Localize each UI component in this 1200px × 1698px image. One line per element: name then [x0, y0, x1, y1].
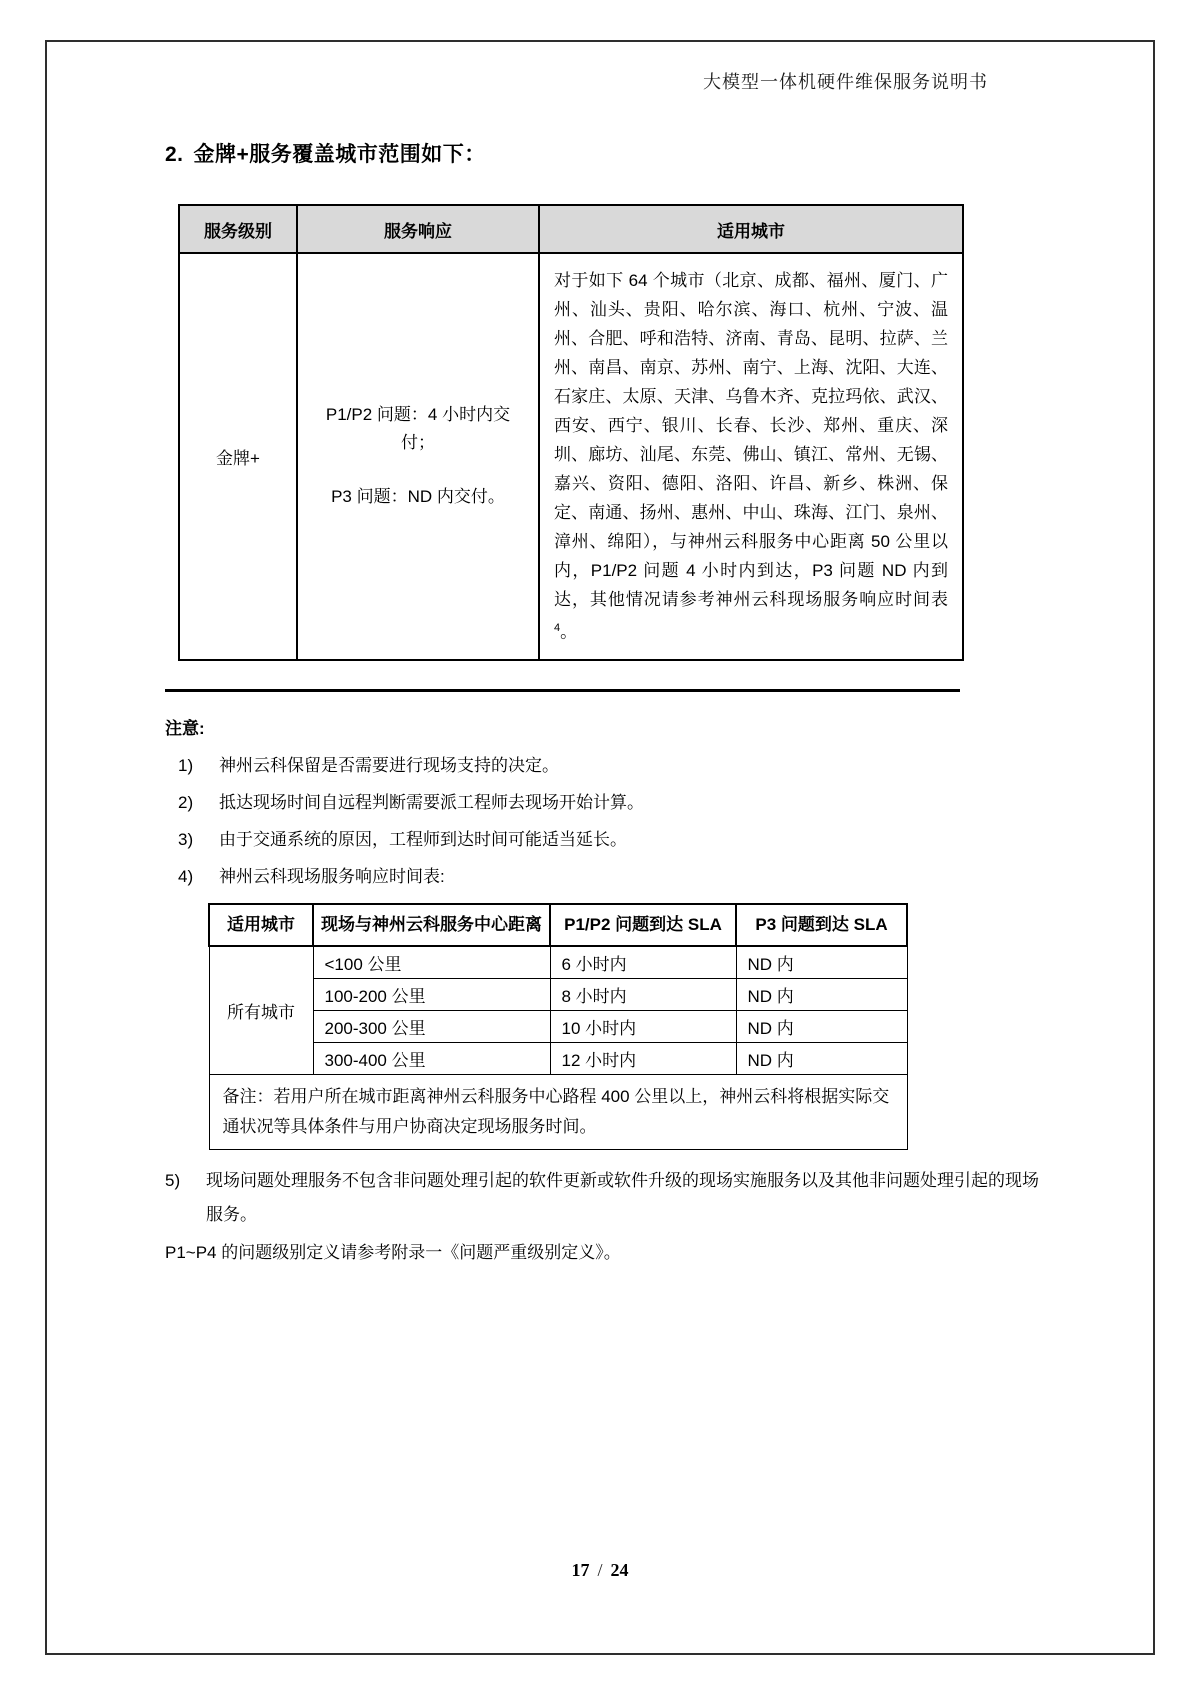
cell-applicable-cities	[539, 253, 963, 660]
cell-p3-sla: ND 内	[736, 1042, 907, 1074]
note-number: 2)	[178, 792, 194, 812]
cell-p1p2-sla: 12 小时内	[550, 1042, 736, 1074]
list-item	[178, 792, 1040, 814]
response-time-table	[208, 903, 908, 1150]
note-text: 现场问题处理服务不包含非问题处理引起的软件更新或软件升级的现场实施服务以及其他非问题处理引起的现场服务。	[206, 1170, 1039, 1224]
header-service-response: 服务响应	[297, 205, 539, 253]
table-row	[209, 1042, 907, 1074]
header-p1p2-sla: P1/P2 问题到达 SLA	[550, 904, 736, 946]
cell-p1p2-sla: 6 小时内	[550, 946, 736, 979]
cell-distance: <100 公里	[313, 946, 550, 979]
list-item	[178, 866, 1040, 888]
note-text: 由于交通系统的原因，工程师到达时间可能适当延长。	[219, 829, 627, 849]
header-distance: 现场与神州云科服务中心距离	[313, 904, 550, 946]
table-row	[209, 946, 907, 979]
cell-service-response	[297, 253, 539, 660]
header-applicable-cities: 适用城市	[539, 205, 963, 253]
page-number-footer	[0, 1560, 1200, 1581]
note-number: 1)	[178, 755, 194, 775]
section-divider-rule	[165, 689, 960, 692]
cell-remark: 备注：若用户所在城市距离神州云科服务中心路程 400 公里以上，神州云科将根据实际交通状况等具体条件与用户协商决定现场服务时间。	[209, 1074, 907, 1149]
response-p3: P3 问题：ND 内交付。	[331, 487, 505, 507]
footnote-reference: 4	[554, 622, 561, 634]
list-item	[178, 829, 1040, 851]
cell-p3-sla: ND 内	[736, 978, 907, 1010]
cell-distance: 300-400 公里	[313, 1042, 550, 1074]
response-p1p2: P1/P2 问题：4 小时内交付；	[325, 405, 511, 453]
list-item	[178, 755, 1040, 777]
note-number: 5)	[165, 1170, 181, 1190]
cities-text-end: 。	[560, 622, 578, 642]
cities-text: 对于如下 64 个城市（北京、成都、福州、厦门、广州、汕头、贵阳、哈尔滨、海口、杭州、宁波、温州、合肥、呼和浩特、济南、青岛、昆明、拉萨、兰州、南昌、南京、苏州、南宁、上海、沈阳、大连、石家庄、太原、天津、乌鲁木齐、克拉玛依、武汉、西安、西宁、银川、长春、长沙、郑州、重庆、深圳、廊坊、汕尾、东莞、佛山、镇江、常州、无锡、嘉兴、资阳、德阳、洛阳、许昌、新乡、株洲、保定、南通、扬州、惠州、中山、珠海、江门、泉州、漳州、绵阳），与神州云科服务中心距离 50 公里以内，P1/P2 问题 4 小时内到达，P3 问题 ND 内到达，其他情况请参考神州云科现场服务响应时间表	[554, 271, 948, 609]
cell-p3-sla: ND 内	[736, 1010, 907, 1042]
page-content	[165, 68, 1040, 1268]
cell-service-level: 金牌+	[179, 253, 297, 660]
section-title-text: 金牌+服务覆盖城市范围如下：	[193, 143, 486, 166]
table-header-row	[209, 904, 907, 946]
cell-distance: 200-300 公里	[313, 1010, 550, 1042]
table-row	[209, 978, 907, 1010]
cell-distance: 100-200 公里	[313, 978, 550, 1010]
current-page-number: 17	[571, 1560, 590, 1580]
list-item	[165, 1164, 1045, 1232]
document-header-title: 大模型一体机硬件维保服务说明书	[703, 72, 988, 92]
total-page-count: 24	[610, 1560, 629, 1580]
page-number-separator: /	[597, 1560, 603, 1580]
header-service-level: 服务级别	[179, 205, 297, 253]
section-title	[165, 138, 1040, 168]
service-level-table	[178, 204, 964, 661]
note-text: 神州云科现场服务响应时间表:	[219, 866, 445, 886]
table-header-row	[179, 205, 963, 253]
note-text: 神州云科保留是否需要进行现场支持的决定。	[219, 755, 559, 775]
table-row	[209, 1010, 907, 1042]
appendix-reference-note: P1~P4 的问题级别定义请参考附录一《问题严重级别定义》。	[165, 1242, 621, 1262]
header-p3-sla: P3 问题到达 SLA	[736, 904, 907, 946]
table-row	[179, 253, 963, 660]
cell-p3-sla: ND 内	[736, 946, 907, 979]
note-number: 3)	[178, 829, 194, 849]
notes-title: 注意:	[165, 718, 205, 738]
table-row	[209, 1074, 907, 1149]
cell-city-group: 所有城市	[209, 946, 313, 1075]
note-number: 4)	[178, 866, 194, 886]
cell-p1p2-sla: 8 小时内	[550, 978, 736, 1010]
cell-p1p2-sla: 10 小时内	[550, 1010, 736, 1042]
header-applicable-city: 适用城市	[209, 904, 313, 946]
note-text: 抵达现场时间自远程判断需要派工程师去现场开始计算。	[219, 792, 644, 812]
section-number: 2.	[165, 143, 184, 166]
